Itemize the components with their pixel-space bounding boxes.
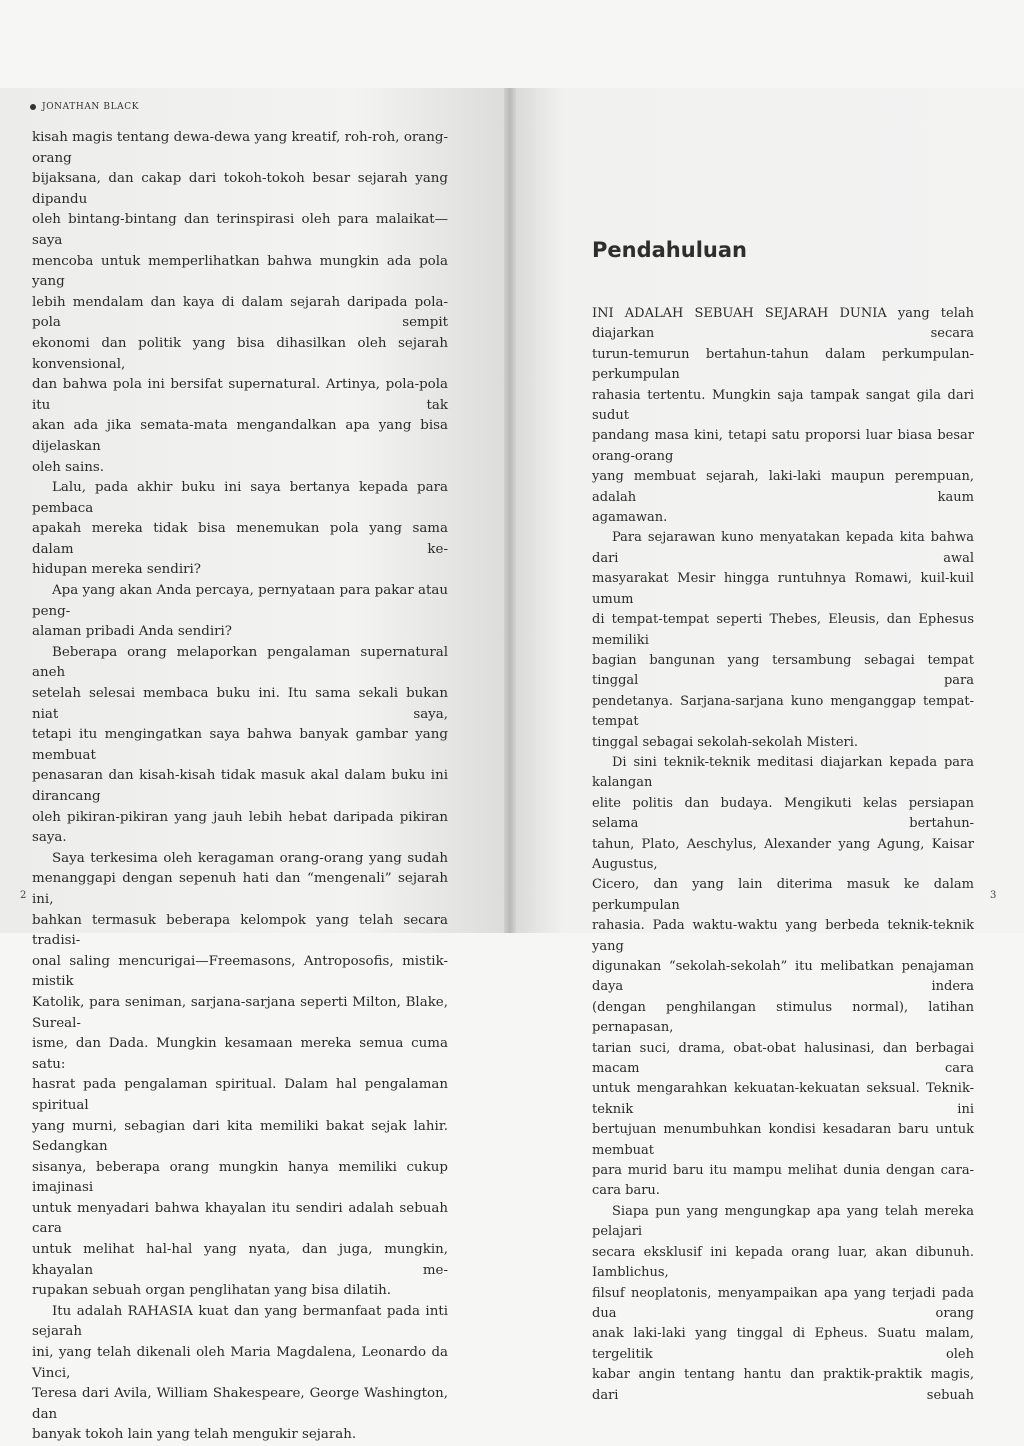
page-number-right: 3 [990, 890, 997, 901]
text-line: pendetanya. Sarjana-sarjana kuno menganggap tempat-tempat [592, 693, 974, 730]
text-line: dan bahwa pola ini bersifat supernatural. Artinya, pola-pola itu tak [32, 377, 448, 413]
text-line: isme, dan Dada. Mungkin kesamaan mereka semua cuma satu: [32, 1036, 448, 1072]
text-line: lebih mendalam dan kaya di dalam sejarah daripada pola-pola sempit [32, 294, 448, 331]
text-line: alaman pribadi Anda sendiri? [32, 624, 232, 640]
text-line: hidupan mereka sendiri? [32, 562, 201, 578]
text-line: tahun, Plato, Aeschylus, Alexander yang Agung, Kaisar Augustus, [592, 836, 974, 872]
text-line: akan ada jika semata-mata mengandalkan apa yang bisa dijelaskan [32, 418, 448, 454]
text-line: Para sejarawan kuno menyatakan kepada kita bahwa dari awal [592, 530, 974, 566]
text-line: para murid baru itu mampu melihat dunia dengan cara-cara baru. [592, 1163, 974, 1199]
text-line: setelah selesai membaca buku ini. Itu sama sekali bukan niat saya, [32, 686, 448, 722]
text-line: bagian bangunan yang tersambung sebagai tempat tinggal para [592, 652, 974, 689]
text-line: yang membuat sejarah, laki-laki maupun perempuan, adalah kaum [592, 469, 974, 505]
text-line: yang murni, sebagian dari kita memiliki bakat sejak lahir. Sedangkan [32, 1118, 448, 1155]
text-line: anak laki-laki yang tinggal di Epheus. Suatu malam, tergelitik oleh [592, 1326, 974, 1362]
running-head [30, 102, 139, 112]
text-line: Teresa dari Avila, William Shakespeare, George Washington, dan [32, 1386, 448, 1422]
text-line: INI ADALAH SEBUAH SEJARAH DUNIA yang telah diajarkan secara [592, 306, 974, 342]
text-line: tinggal sebagai sekolah-sekolah Misteri. [592, 734, 859, 750]
right-page-body [592, 304, 974, 1406]
left-page-body [32, 128, 448, 1446]
text-line: elite politis dan budaya. Mengikuti kelas persiapan selama bertahun- [592, 795, 974, 832]
running-head-text: JONATHAN BLACK [42, 102, 140, 112]
text-line: kisah magis tentang dewa-dewa yang kreatif, roh-roh, orang-orang [32, 130, 448, 166]
text-line: sisanya, beberapa orang mungkin hanya memiliki cukup imajinasi [32, 1159, 448, 1196]
text-line: Siapa pun yang mengungkap apa yang telah mereka pelajari [592, 1203, 974, 1240]
text-line: kabar angin tentang hantu dan praktik-praktik magis, dari sebuah [592, 1367, 974, 1403]
text-line: Apa yang akan Anda percaya, pernyataan para pakar atau peng- [32, 583, 448, 619]
text-line: pandang masa kini, tetapi satu proporsi luar biasa besar orang-orang [592, 428, 974, 464]
text-line: untuk menyadari bahwa khayalan itu sendiri adalah sebuah cara [32, 1200, 448, 1237]
text-line: mencoba untuk memperlihatkan bahwa mungkin ada pola yang [32, 253, 448, 290]
text-line: bahkan termasuk beberapa kelompok yang telah secara tradisi- [32, 912, 448, 949]
text-line: Itu adalah RAHASIA kuat dan yang bermanfaat pada inti sejarah [32, 1303, 448, 1340]
text-line: menanggapi dengan sepenuh hati dan “mengenali” sejarah ini, [32, 871, 448, 907]
text-line: onal saling mencurigai—Freemasons, Antroposofis, mistik-mistik [32, 953, 448, 990]
text-line: filsuf neoplatonis, menyampaikan apa yang terjadi pada dua orang [592, 1285, 974, 1321]
text-line: digunakan “sekolah-sekolah” itu melibatkan penajaman daya indera [592, 959, 974, 995]
text-line: tetapi itu mengingatkan saya bahwa banyak gambar yang membuat [32, 727, 448, 763]
text-line: Di sini teknik-teknik meditasi diajarkan kepada para kalangan [592, 754, 974, 791]
text-line: rahasia tertentu. Mungkin saja tampak sangat gila dari sudut [592, 387, 974, 424]
text-line: bijaksana, dan cakap dari tokoh-tokoh besar sejarah yang dipandu [32, 171, 448, 207]
text-line: Saya terkesima oleh keragaman orang-orang yang sudah [52, 850, 448, 866]
text-line: Lalu, pada akhir buku ini saya bertanya kepada para pembaca [32, 480, 448, 516]
book-gutter [504, 88, 516, 933]
text-line: rupakan sebuah organ penglihatan yang bisa dilatih. [32, 1283, 392, 1299]
text-line: Katolik, para seniman, sarjana-sarjana seperti Milton, Blake, Sureal- [32, 994, 448, 1031]
text-line: penasaran dan kisah-kisah tidak masuk akal dalam buku ini dirancang [32, 768, 448, 804]
text-line: tarian suci, drama, obat-obat halusinasi, dan berbagai macam cara [592, 1040, 974, 1077]
text-line: oleh bintang-bintang dan terinspirasi oleh para malaikat—saya [32, 212, 448, 248]
text-line: untuk melihat hal-hal yang nyata, dan juga, mungkin, khayalan me- [32, 1242, 448, 1278]
text-line: bertujuan menumbuhkan kondisi kesadaran baru untuk membuat [592, 1122, 974, 1158]
text-line: hasrat pada pengalaman spiritual. Dalam hal pengalaman spiritual [32, 1077, 448, 1113]
text-line: masyarakat Mesir hingga runtuhnya Romawi, kuil-kuil umum [592, 571, 974, 607]
text-line: Beberapa orang melaporkan pengalaman supernatural aneh [32, 644, 448, 681]
text-line: secara eksklusif ini kepada orang luar, akan dibunuh. Iamblichus, [592, 1244, 974, 1281]
text-line: di tempat-tempat seperti Thebes, Eleusis, dan Ephesus memiliki [592, 612, 974, 648]
text-line: oleh pikiran-pikiran yang jauh lebih hebat daripada pikiran saya. [32, 809, 448, 846]
text-line: banyak tokoh lain yang telah mengukir sejarah. [32, 1427, 357, 1443]
page-number-left: 2 [20, 890, 27, 901]
text-line: ini, yang telah dikenali oleh Maria Magdalena, Leonardo da Vinci, [32, 1345, 448, 1381]
text-line: (dengan penghilangan stimulus normal), latihan pernapasan, [592, 999, 974, 1036]
text-line: turun-temurun bertahun-tahun dalam perkumpulan-perkumpulan [592, 346, 974, 383]
text-line: rahasia. Pada waktu-waktu yang berbeda teknik-teknik yang [592, 918, 974, 954]
text-line: ekonomi dan politik yang bisa dihasilkan oleh sejarah konvensional, [32, 335, 448, 372]
text-line: agamawan. [592, 510, 668, 526]
chapter-title: Pendahuluan [592, 238, 747, 262]
text-line: apakah mereka tidak bisa menemukan pola yang sama dalam ke- [32, 521, 448, 557]
bullet-icon [30, 104, 36, 110]
text-line: Cicero, dan yang lain diterima masuk ke dalam perkumpulan [592, 877, 974, 913]
text-line: untuk mengarahkan kekuatan-kekuatan seksual. Teknik-teknik ini [592, 1081, 974, 1117]
text-line: oleh sains. [32, 459, 105, 475]
